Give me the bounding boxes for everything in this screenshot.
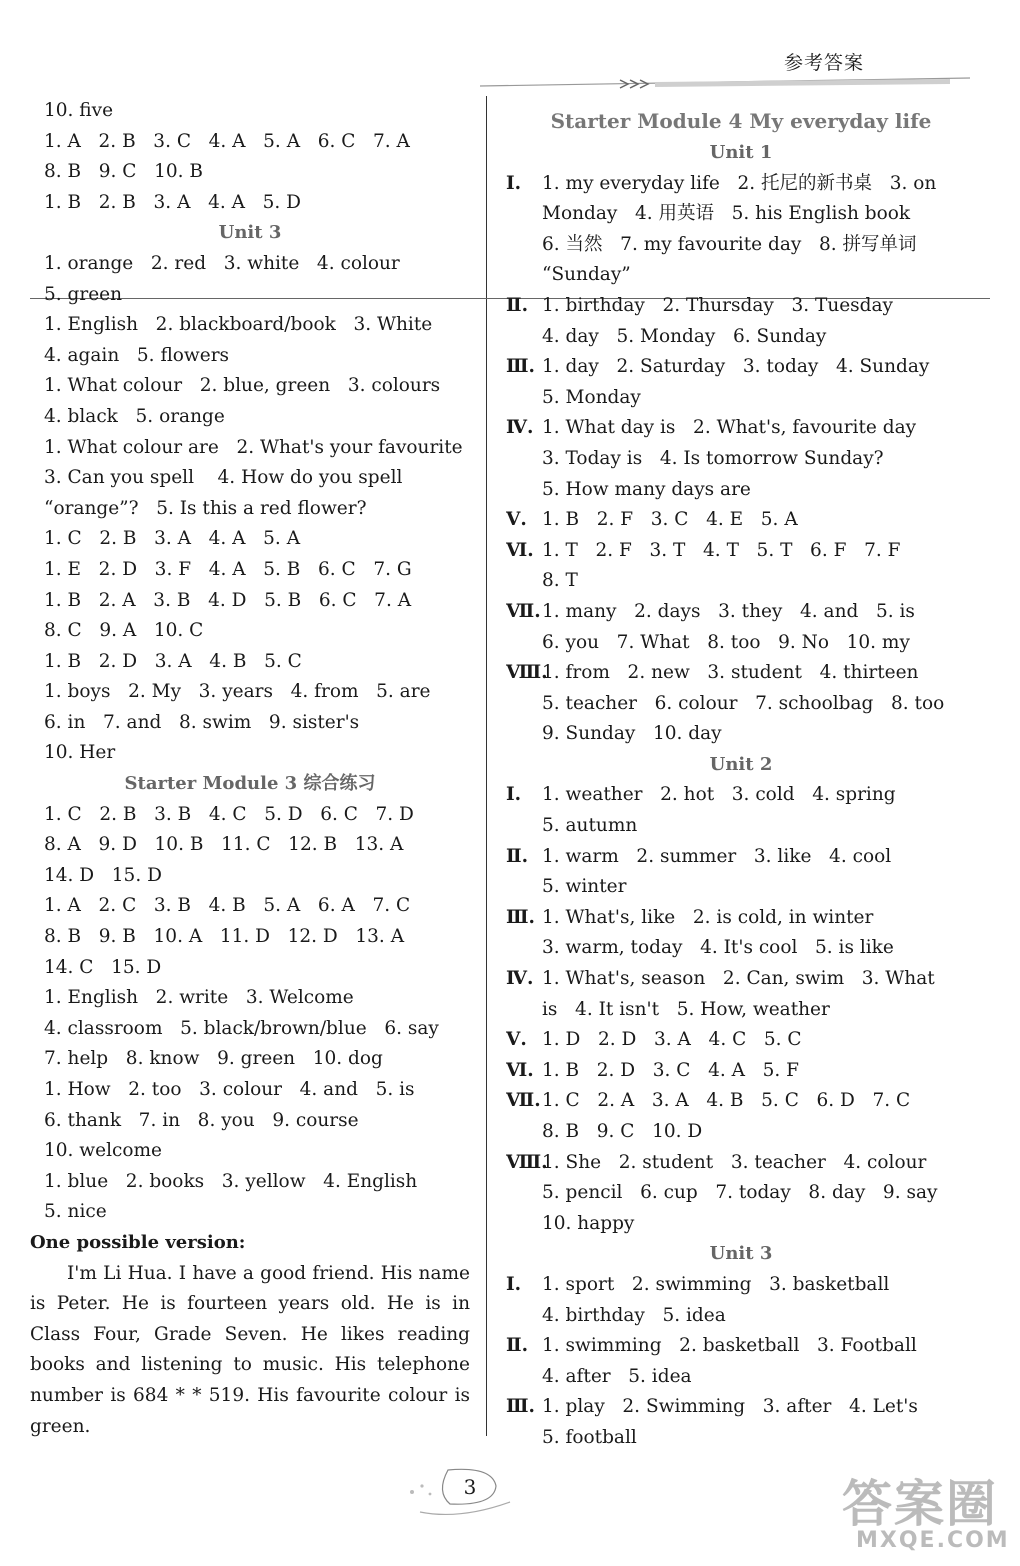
answer-line: 1. What colour are 2. What's your favourite: [44, 436, 463, 458]
answer-text: 1. C 2. A 3. A 4. B 5. C 6. D 7. C: [542, 1090, 911, 1112]
answer-text: 5. pencil 6. cup 7. today 8. day 9. say: [542, 1182, 938, 1204]
roman-numeral: Ⅱ.: [506, 845, 529, 867]
answer-line: [506, 322, 976, 353]
answer-line: [506, 1392, 976, 1423]
answer-line: [506, 628, 976, 659]
answer-line: [506, 780, 976, 811]
answer-line: 5. green: [44, 283, 123, 305]
answer-line: [506, 1178, 976, 1209]
left-column: [30, 96, 470, 1442]
roman-numeral: Ⅲ.: [506, 906, 535, 928]
answer-line: 1. B 2. B 3. A 4. A 5. D: [44, 191, 301, 213]
essay-heading: One possible version:: [30, 1231, 246, 1253]
answer-line: [506, 260, 976, 291]
answer-line: 1. What colour 2. blue, green 3. colours: [44, 375, 441, 397]
answer-line: 1. English 2. blackboard/book 3. White: [44, 314, 433, 336]
answer-line: 1. How 2. too 3. colour 4. and 5. is: [44, 1079, 415, 1100]
answer-text: 1. many 2. days 3. they 4. and 5. is: [542, 600, 915, 622]
answer-text: 10. happy: [542, 1212, 635, 1234]
answer-text: 1. play 2. Swimming 3. after 4. Let's: [542, 1396, 918, 1418]
roman-numeral: Ⅲ.: [506, 356, 535, 378]
answer-text: 6. you 7. What 8. too 9. No 10. my: [542, 631, 910, 653]
answer-text: 3. Today is 4. Is tomorrow Sunday?: [542, 447, 884, 469]
answer-line: 3. Can you spell 4. How do you spell: [44, 467, 403, 489]
answer-line: [506, 383, 976, 414]
answer-text: 6. 当然 7. my favourite day 8. 拼写单词: [542, 233, 917, 255]
answer-line: [506, 658, 976, 689]
answer-line: 10. five: [44, 100, 114, 121]
answer-line: [506, 1301, 976, 1332]
answer-line: 1. C 2. B 3. A 4. A 5. A: [44, 528, 301, 550]
answer-line: [506, 1209, 976, 1240]
watermark-main: 答案圈: [842, 1475, 998, 1533]
answer-line: 6. thank 7. in 8. you 9. course: [44, 1109, 359, 1131]
roman-numeral: Ⅴ.: [506, 509, 527, 531]
answer-line: 1. boys 2. My 3. years 4. from 5. are: [44, 681, 431, 703]
section-heading: Unit 3: [709, 1243, 773, 1265]
answer-line: 8. B 9. C 10. B: [44, 161, 203, 183]
answer-line: 1. B 2. D 3. A 4. B 5. C: [44, 650, 302, 672]
roman-numeral: Ⅲ.: [506, 1396, 535, 1418]
answer-line: “orange”? 5. Is this a red flower?: [44, 497, 367, 519]
answer-line: [506, 719, 976, 750]
answer-text: 1. B 2. F 3. C 4. E 5. A: [542, 509, 798, 531]
answer-line: [506, 872, 976, 903]
answer-text: 1. warm 2. summer 3. like 4. cool: [542, 845, 892, 867]
answer-line: [506, 811, 976, 842]
answer-line: 8. C 9. A 10. C: [44, 620, 204, 642]
answer-line: [506, 903, 976, 934]
answer-line: [506, 597, 976, 628]
answer-text: 5. football: [542, 1426, 637, 1448]
answer-line: 1. C 2. B 3. B 4. C 5. D 6. C 7. D: [44, 803, 414, 825]
roman-numeral: Ⅰ.: [506, 172, 522, 194]
answer-line: [506, 1025, 976, 1056]
answer-text: 1. weather 2. hot 3. cold 4. spring: [542, 784, 896, 806]
right-column: [506, 104, 976, 1454]
roman-numeral: Ⅳ.: [506, 968, 534, 990]
answer-text: 1. birthday 2. Thursday 3. Tuesday: [542, 294, 894, 316]
answer-text: 1. T 2. F 3. T 4. T 5. T 6. F 7. F: [542, 539, 901, 561]
answer-line: 14. D 15. D: [44, 864, 162, 886]
answer-text: 5. Monday: [542, 386, 641, 408]
answer-text: 3. warm, today 4. It's cool 5. is like: [542, 937, 894, 959]
answer-text: 5. autumn: [542, 815, 638, 837]
model-essay: I'm Li Hua. I have a good friend. His name is Peter. He is fourteen years old. He is in Class Four, Grade Seven. He likes reading books and listening to music. His telephone number is 684 * * 519. His favourite colour is green.: [30, 1262, 470, 1437]
answer-line: 10. Her: [44, 742, 116, 764]
header-decorative-rule: [480, 76, 970, 90]
header-title: 参考答案: [784, 52, 865, 74]
roman-numeral: Ⅵ.: [506, 1059, 534, 1081]
roman-numeral: Ⅷ.: [506, 662, 548, 684]
answer-line: [506, 933, 976, 964]
answer-line: 10. welcome: [44, 1140, 162, 1162]
answer-line: 1. blue 2. books 3. yellow 4. English: [44, 1170, 418, 1192]
answer-line: [506, 995, 976, 1026]
answer-line: 8. A 9. D 10. B 11. C 12. B 13. A: [44, 834, 404, 856]
answer-line: [506, 475, 976, 506]
answer-line: [506, 566, 976, 597]
answer-line: [506, 413, 976, 444]
answer-line: [506, 964, 976, 995]
answer-line: 1. B 2. A 3. B 4. D 5. B 6. C 7. A: [44, 589, 412, 611]
answer-line: 7. help 8. know 9. green 10. dog: [44, 1048, 383, 1070]
answer-text: 1. What day is 2. What's, favourite day: [542, 417, 917, 439]
answer-line: [506, 169, 976, 200]
answer-text: 4. after 5. idea: [542, 1365, 692, 1387]
answer-line: [506, 1056, 976, 1087]
answer-line: 1. orange 2. red 3. white 4. colour: [44, 252, 400, 274]
answer-line: [506, 291, 976, 322]
answer-text: is 4. It isn't 5. How, weather: [542, 998, 830, 1020]
answer-line: 1. A 2. B 3. C 4. A 5. A 6. C 7. A: [44, 130, 410, 152]
answer-text: 9. Sunday 10. day: [542, 723, 722, 745]
answer-text: 1. swimming 2. basketball 3. Football: [542, 1335, 917, 1357]
answer-line: 1. English 2. write 3. Welcome: [44, 987, 354, 1009]
answer-line: 14. C 15. D: [44, 956, 162, 978]
answer-line: 1. E 2. D 3. F 4. A 5. B 6. C 7. G: [44, 558, 412, 580]
answer-line: 5. nice: [44, 1201, 107, 1223]
answer-line: 1. A 2. C 3. B 4. B 5. A 6. A 7. C: [44, 895, 411, 917]
answer-line: [506, 1086, 976, 1117]
answer-text: “Sunday”: [542, 264, 631, 286]
answer-text: 1. She 2. student 3. teacher 4. colour: [542, 1151, 927, 1173]
roman-numeral: Ⅴ.: [506, 1029, 527, 1051]
answer-line: [506, 842, 976, 873]
roman-numeral: Ⅰ.: [506, 784, 522, 806]
answer-text: 1. sport 2. swimming 3. basketball: [542, 1273, 890, 1295]
section-heading: Unit 1: [709, 142, 773, 163]
roman-numeral: Ⅳ.: [506, 417, 534, 439]
answer-line: [506, 1117, 976, 1148]
answer-line: 4. black 5. orange: [44, 405, 225, 427]
roman-numeral: Ⅵ.: [506, 539, 534, 561]
answer-line: [506, 1362, 976, 1393]
answer-line: [506, 1331, 976, 1362]
column-divider: [486, 96, 487, 1436]
answer-text: 1. D 2. D 3. A 4. C 5. C: [542, 1029, 802, 1051]
answer-text: 1. my everyday life 2. 托尼的新书桌 3. on: [542, 172, 937, 194]
answer-line: [506, 444, 976, 475]
answer-line: 8. B 9. B 10. A 11. D 12. D 13. A: [44, 926, 405, 948]
page-number: 3: [463, 1475, 477, 1499]
roman-numeral: Ⅰ.: [506, 1273, 522, 1295]
answer-text: 5. How many days are: [542, 478, 751, 500]
watermark: [838, 1464, 1008, 1560]
watermark-url: MXQE.COM: [856, 1528, 1010, 1553]
answer-text: 1. What's, like 2. is cold, in winter: [542, 906, 874, 928]
roman-numeral: Ⅶ.: [506, 1090, 541, 1112]
answer-line: 4. again 5. flowers: [44, 344, 230, 366]
section-heading: Starter Module 3 综合练习: [124, 773, 376, 795]
answer-text: 5. teacher 6. colour 7. schoolbag 8. too: [542, 692, 945, 714]
answer-line: [506, 689, 976, 720]
roman-numeral: Ⅱ.: [506, 294, 529, 316]
answer-line: [506, 1423, 976, 1454]
answer-text: 1. What's, season 2. Can, swim 3. What: [542, 968, 935, 990]
roman-numeral: Ⅷ.: [506, 1151, 548, 1173]
answer-text: Monday 4. 用英语 5. his English book: [542, 203, 911, 225]
answer-text: 4. day 5. Monday 6. Sunday: [542, 325, 827, 347]
answer-text: 8. B 9. C 10. D: [542, 1121, 703, 1142]
answer-line: [506, 505, 976, 536]
roman-numeral: Ⅶ.: [506, 600, 541, 622]
answer-line: [506, 1148, 976, 1179]
answer-line: [506, 352, 976, 383]
answer-text: 5. winter: [542, 876, 627, 898]
answer-text: 4. birthday 5. idea: [542, 1304, 726, 1326]
section-heading: Unit 2: [709, 753, 773, 775]
answer-line: [506, 1270, 976, 1301]
answer-line: [506, 199, 976, 230]
answer-line: 4. classroom 5. black/brown/blue 6. say: [44, 1017, 439, 1039]
answer-text: 1. from 2. new 3. student 4. thirteen: [542, 662, 919, 684]
section-heading: Unit 3: [218, 222, 282, 244]
answer-line: 6. in 7. and 8. swim 9. sister's: [44, 711, 360, 733]
roman-numeral: Ⅱ.: [506, 1335, 529, 1357]
answer-text: 8. T: [542, 570, 578, 592]
module-heading: Starter Module 4 My everyday life: [550, 109, 932, 133]
answer-text: 1. day 2. Saturday 3. today 4. Sunday: [542, 356, 930, 378]
answer-text: 1. B 2. D 3. C 4. A 5. F: [542, 1059, 800, 1081]
answer-line: [506, 230, 976, 261]
answer-line: [506, 536, 976, 567]
